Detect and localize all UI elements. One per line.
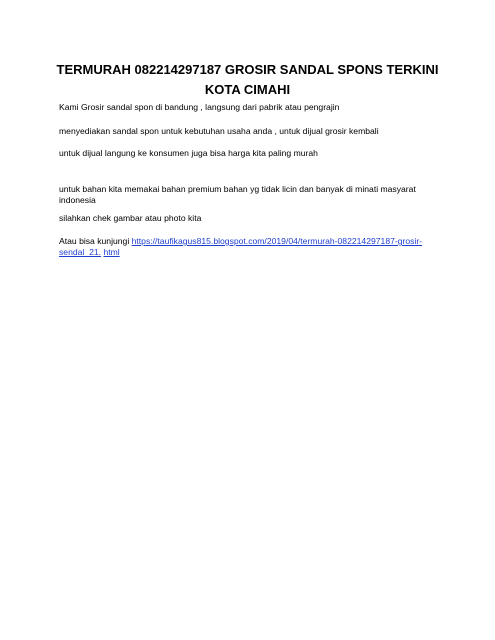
blog-link-part-2[interactable]: html xyxy=(103,247,120,257)
paragraph-price: untuk dijual langung ke konsumen juga bisa harga kita paling murah xyxy=(59,148,318,158)
paragraph-photo: silahkan chek gambar atau photo kita xyxy=(59,213,202,223)
document-title xyxy=(56,60,439,100)
title-line-2: KOTA CIMAHI xyxy=(204,82,291,97)
paragraph-visit xyxy=(59,236,439,258)
blog-link-part-1[interactable]: https://taufikagus815.blogspot.com/2019/04/termurah-082214297187-grosir-sendal_21. xyxy=(59,236,423,257)
title-line-1: TERMURAH 082214297187 GROSIR SANDAL SPONS TERKINI xyxy=(56,62,439,77)
paragraph-provide: menyediakan sandal spon untuk kebutuhan usaha anda , untuk dijual grosir kembali xyxy=(59,126,379,136)
paragraph-intro: Kami Grosir sandal spon di bandung , langsung dari pabrik atau pengrajin xyxy=(59,102,340,112)
visit-prefix: Atau bisa kunjungi xyxy=(59,236,132,246)
paragraph-material: untuk bahan kita memakai bahan premium bahan yg tidak licin dan banyak di minati masyarat indonesia xyxy=(59,184,416,205)
